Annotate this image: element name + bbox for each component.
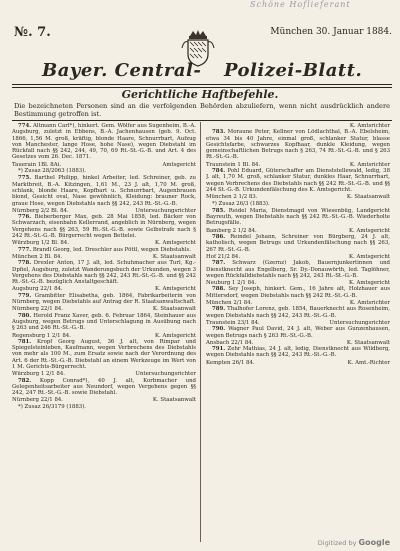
warrant-entry: [12, 339, 196, 370]
entry-authority: K. Amtsrichter: [349, 300, 390, 307]
right-column: [206, 123, 390, 541]
entry-number: 788.: [212, 286, 226, 293]
warrant-entry: [12, 293, 196, 306]
entry-place-date: Kempten 26/1 84.: [206, 359, 255, 366]
entry-text: *) Zusaz 26/3179 (1883).: [18, 403, 87, 410]
entry-place-date: Nürnberg 22/1 84.: [12, 306, 64, 313]
entry-authority: K. Staatsanwalt: [152, 253, 196, 260]
masthead-left: Bayer. Central-: [42, 60, 202, 81]
entry-authority: Amtsgericht: [162, 161, 196, 168]
entry-place-date: Augsburg 22/1 84.: [12, 286, 63, 293]
entry-text: Kropf Georg August, 36 J. alt, von Rimpar und Spiegelsteinleben, Kaufmann, wegen Verbrechens des Diebstahls von mehr als 100 M., zum Ersatz sowie nach der Verordnung des Art. 6 der Rt.-St.-G.-B. Diebstahl an einem Werkzeuge im Wert von 1 M. Gerichts-Bürgerrecht.: [12, 338, 196, 370]
warrant-entry: [206, 129, 390, 160]
entry-place-date: München 2/1 84.: [206, 300, 253, 307]
entry-place-date: München 2 1/2 83.: [206, 194, 258, 201]
warrant-entry: [206, 346, 390, 359]
warrant-entry: [206, 234, 390, 253]
entry-text: Herold Franz Xaver, geb. 6. Februar 1864, Steinhauer aus Augsburg, wegen Betrugs und Unterschlagung in Ausübung nach § 263 und 246 Rt.-St.-G.-B.: [12, 312, 196, 332]
entry-authority: K. Amtsgericht: [155, 332, 196, 339]
entry-text: Barthel Philipp, hinkel Arbeiter, led. Schreiner, geb. zu Marktbreit, B.-A. Kitzingen, 1,61 M., 23 J. alt, 1,70 M. groß, schlank, blonde Haare, Kopfbart u. Schnurrbart, Augenbrauen blond, Gesicht oval, Nase gewöhnlich, Kleidung: brauner Rock, graue Hose, wegen Diebstahls nach §§ 242, 243 Rt.-St.-G.-B.: [12, 175, 196, 207]
entry-text: Zehr Mathias, 24 J. alt, ledig, Dienstknecht aus Wildberg, wegen Diebstahls nach §§ 242, 243 Rt.-St.-G.-B.: [206, 346, 390, 359]
warrant-entry: [206, 326, 390, 339]
entry-authority: K. Staatsanwalt: [152, 397, 196, 404]
entry-text: Drexler Anton, 17 J. alt, led. Schuhmacher aus Turl, Kg.-Dpfiel, Augsburg, zuletzt Wanderungsbuch der Urkunden, wegen 3 Vergehens des Diebstahls nach §§ 242, 243 Rt.-St.-G.-B. und §§ 242 Rt.-St.-G.-B. bezüglich Anstaltgeschäft.: [12, 260, 196, 286]
entry-number: 789.: [212, 306, 226, 313]
entry-text: Thalhofer Lorenz, geb. 1854, Bauerknecht aus Rosenheim, wegen Diebstahls nach §§ 242, 243 Rt.-St.-G.-B.: [206, 306, 390, 319]
entry-number: 781.: [18, 338, 32, 345]
footnote: [12, 168, 196, 174]
entry-text: Sey Joseph, hinkert. Gem., 16 Jahre alt, Holzhauer aus Mittersdorf, wegen Diebstahls nach §§ 242 Rt.-St.-G.-B.: [206, 286, 390, 299]
entry-number: 791.: [212, 346, 226, 353]
entry-text: Wagner Paul David, 24 J. alt, Weber aus Gunzenhausen, wegen Betrugs nach § 263 Rt.-St.-G.-B.: [206, 326, 390, 339]
entry-place-date: Hof 21/2 84.: [206, 253, 241, 260]
warrant-entry: [12, 260, 196, 285]
warrant-entry: [206, 208, 390, 227]
warrant-entry: [12, 175, 196, 206]
digitized-by-google-watermark: [318, 538, 390, 547]
section-title: Gerichtliche Haftbefehle.: [121, 88, 279, 101]
entry-number: 779.: [18, 292, 32, 299]
section-intro: Die bezeichneten Personen sind an die verfolgenden Behörden abzuliefern, wenn nicht ausdrücklich andere Bestimmung getroffen ist.: [14, 102, 390, 118]
column-divider: [200, 122, 201, 542]
footnote: [12, 404, 196, 410]
section-rule: [12, 120, 392, 121]
dateline: München 30. Januar 1884.: [270, 27, 392, 37]
entry-number: 777.: [18, 246, 32, 253]
entry-number: 775.: [18, 175, 32, 182]
entry-place-date: Traunstein 1 Bl. 84.: [206, 161, 261, 168]
entry-number: 774.: [18, 123, 32, 129]
entry-number: 776.: [18, 214, 32, 221]
warrant-entry: [206, 168, 390, 193]
entry-text: Brandl Georg, led. Dreschler aus Pöttl, wegen Diebstahls.: [32, 246, 191, 253]
entry-authority: K. Staatsanwalt: [346, 194, 390, 201]
entry-place-date: Nürnberg 22/1 84.: [12, 397, 64, 404]
entry-authority: K. Staatsanwalt: [152, 306, 196, 313]
entry-number: 785.: [212, 207, 226, 214]
entry-number: 784.: [212, 168, 226, 175]
masthead-right: Polizei-Blatt.: [224, 60, 363, 81]
entry-place-date: Würzburg 1/2 Bl. 84.: [12, 240, 69, 247]
entry-number: 787.: [212, 260, 226, 267]
entry-place-date: Traunstein 23/1 84.: [206, 319, 260, 326]
warrant-entry: [206, 286, 390, 299]
entry-place-date: Würzburg 1 2/1 84.: [12, 371, 65, 378]
digitized-label: Digitized by: [317, 539, 357, 547]
warrant-entry: [206, 260, 390, 279]
entry-authority: K. Amtsgericht: [349, 253, 390, 260]
entry-signature: [206, 360, 390, 366]
masthead-rule: [12, 84, 392, 85]
entry-number: 782.: [18, 377, 32, 384]
warrant-entry: [12, 378, 196, 397]
entry-number: 786.: [212, 234, 226, 241]
footnote: [206, 201, 390, 207]
entry-text: *) Zusaz 28/2063 (1883).: [18, 168, 87, 175]
entry-place-date: Regensburg 1 2/1 84.: [12, 332, 71, 339]
entry-place-date: Neuburg 1 2/1 84.: [206, 280, 257, 287]
entry-number: 783.: [212, 129, 226, 136]
warrant-entry: [12, 247, 196, 253]
entry-text: Altmann Carl*), hinkert. Gem. Wölfer aus Sugenheim, B.-A. Augsburg, zuletzt in Ebbens, B.-A. Jachenhausen (geb. 9. Oct. 1866, 1,56 M. groß, kräftig, blonde Haare, Schnurrbart, Aufzug von Manchester, lange Hose, hohe Nase), wegen Diebstahl im Rückfall nach §§ 242, 244, 49, 70, 69 Rt.-St.-G.-B. und Art. 4 des Gesetzes vom 26. Dec. 1871.: [12, 123, 196, 161]
entry-place-date: Bamberg 2 1/2 84.: [206, 227, 257, 234]
entry-authority: K. Amtsrichter: [349, 123, 390, 129]
entry-text: *) Zusaz 26/3 (1883).: [212, 200, 270, 207]
entry-number: 780.: [18, 312, 32, 319]
google-logo: Google: [358, 538, 390, 547]
entry-text: Moraune Peter, Kellner von Lödlachthal, B.-A. Ebelsheim, etwa 34 bis 40 Jahre, einmal groß, schlanker Statur, blasse Gesichtsfarbe, schwarzes Kopfhaar, dunkle Kleidung, wegen gemeinschaftlichen Betrugs nach § 263, 74 Rt.-St.-G.-B. und § 263 Rt.-St.-G.-B.: [206, 129, 390, 161]
warrant-entry: [12, 214, 196, 239]
entry-place-date: München 2 Bl. 84.: [12, 253, 63, 260]
entry-place-date: Nürnberg 2/2 Bl. 84.: [12, 207, 69, 214]
entry-place-date: Tauerain 1Bl. 8Ai.: [12, 161, 62, 168]
entry-text: Bieberberger Max, geb. 28 Mai 1858, led. Bäcker von Schwarzach, eisenbahn Kellerrand, angeblich in Nürnberg, wegen Vergehens nach §§ 263, 59 Rt.-St.-G.-B. sowie Gelbstrafe nach § 242 Rt.-St.-G.-B. Bürgerrecht wegen Bettelei.: [12, 214, 196, 240]
entry-number: 778.: [18, 260, 32, 267]
entry-text: Reindel Johann, Schreiner von Bürgberg, 24 J. alt, katholisch, wegen Betrugs und Urkundenfälschung nach §§ 263, 267 Rt.-St.-G.-B.: [206, 234, 390, 253]
entry-authority: K. Amt.-Richter: [347, 359, 390, 366]
entry-authority: K. Amtsgericht: [155, 240, 196, 247]
left-column: [12, 123, 196, 541]
entry-authority: K. Staatsanwalt: [346, 339, 390, 346]
warrant-entry: [12, 123, 196, 161]
entry-text: Kopp Conrad*), 40 J. alt, Korbmacher und Gelegenheitsarbeiter aus Neundorf, wegen Vergehens gegen §§ 242, 247 Rt.-St.-G.-B. sowie Diebstahl.: [12, 377, 196, 397]
entry-authority: Untersuchungsrichter: [135, 371, 196, 378]
entry-place-date: Ansbach 22/1 84.: [206, 339, 254, 346]
entry-authority: K. Amtsgericht: [349, 227, 390, 234]
entry-text: Reidel Maria, Dienstmagd von Wiesenbüg, Landgericht Bayreuth, wegen Diebstahls nach §§ 242 Rt.-St.-G.-B. Wiederholte Betrugsfälle.: [206, 207, 390, 227]
warrant-entry: [206, 306, 390, 319]
entry-authority: K. Amtsgericht: [349, 280, 390, 287]
warrant-entry: [12, 313, 196, 332]
entry-text: Grambitter Elisabetha, geb. 1864, Fabrikarbeiterin von Nürnberg, wegen Diebstahls auf Antrag der R. Staatsanwaltschaft.: [12, 292, 196, 306]
entry-authority: Untersuchungsrichter: [329, 319, 390, 326]
entry-text: Pohl Eduard, Güterschaffer am Dienststellewald, ledig, 38 J. alt, 1,70 M. groß, schlanker Statur, dunkles Haar, Schnurrbart, wegen Verbrechens des Diebstahls nach §§ 242 Rt.-St.-G.-B. und §§ 244 St.-G.-B. Urkundenfälschung des K. Amtsgericht.: [206, 168, 390, 193]
entry-authority: Untersuchungsrichter: [135, 207, 196, 214]
entry-text: Schwarz (Gzernz) Jakob, Bauernjunkertinnen und Dienstknecht aus Engelberg, Sr. Dy.-Donauwörth, led. Taglöhner, wegen Rückfalldiebstahls nach §§ 242, 243 Rt.-St.-G.-B.: [206, 260, 390, 279]
handwritten-note: Schöne Hoflieferant: [250, 0, 351, 9]
issue-number: №. 7.: [14, 25, 51, 40]
entry-authority: K. Amtsgericht: [155, 286, 196, 293]
entry-number: 790.: [212, 326, 226, 333]
entry-authority: K. Amtsrichter: [349, 161, 390, 168]
